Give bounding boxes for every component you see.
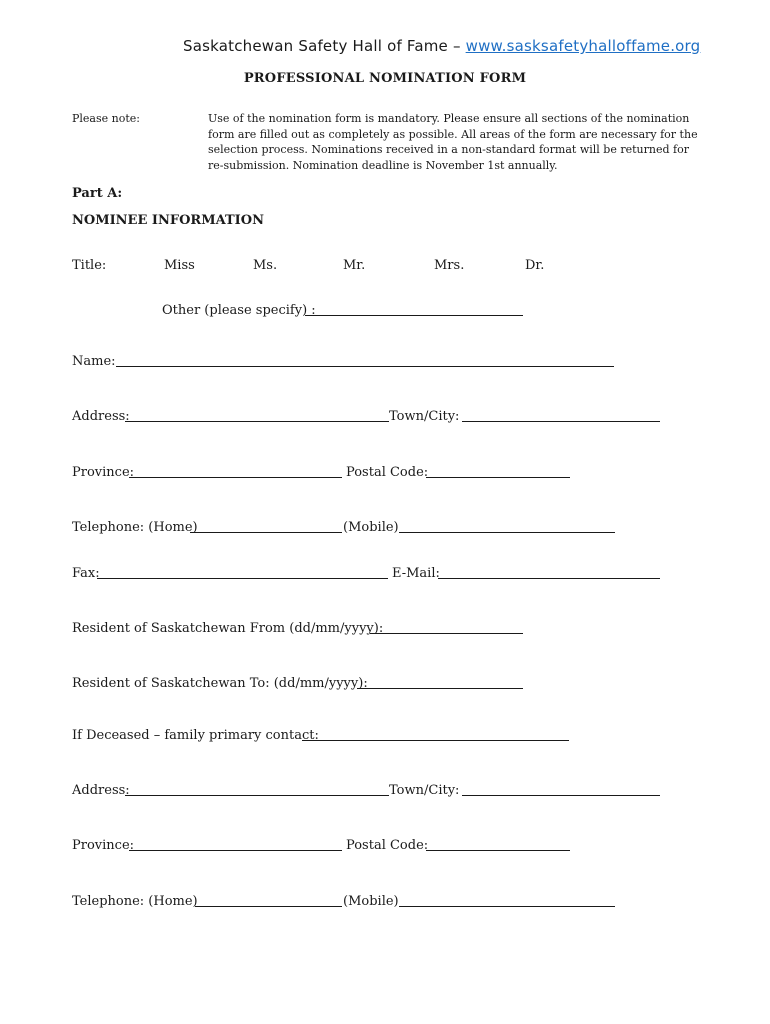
telephone-home-label: Telephone: (Home)	[72, 520, 198, 535]
province-label: Province:	[72, 465, 135, 480]
title-option-mr[interactable]: Mr.	[343, 258, 366, 273]
contact-address-label: Address:	[72, 783, 130, 798]
deceased-contact-label: If Deceased – family primary contact:	[72, 728, 319, 743]
town-city-input[interactable]	[462, 421, 660, 422]
section-heading: NOMINEE INFORMATION	[72, 213, 264, 228]
title-label: Title:	[72, 258, 107, 273]
fax-input[interactable]	[97, 578, 388, 579]
note-label: Please note:	[72, 112, 140, 125]
contact-town-city-input[interactable]	[462, 795, 660, 796]
contact-postal-code-input[interactable]	[426, 850, 570, 851]
fax-label: Fax:	[72, 566, 100, 581]
resident-from-input[interactable]	[370, 633, 523, 634]
postal-code-input[interactable]	[426, 477, 570, 478]
address-input[interactable]	[125, 421, 389, 422]
name-input[interactable]	[116, 366, 614, 367]
contact-telephone-home-input[interactable]	[195, 906, 342, 907]
email-input[interactable]	[438, 578, 660, 579]
resident-to-input[interactable]	[357, 688, 523, 689]
org-name: Saskatchewan Safety Hall of Fame –	[183, 37, 466, 55]
province-input[interactable]	[129, 477, 342, 478]
contact-address-input[interactable]	[125, 795, 389, 796]
website-link[interactable]: www.sasksafetyhalloffame.org	[465, 37, 701, 55]
page-header	[183, 37, 700, 55]
mobile-label: (Mobile)	[343, 520, 399, 535]
name-label: Name:	[72, 354, 116, 369]
form-title: PROFESSIONAL NOMINATION FORM	[243, 71, 527, 86]
town-city-label: Town/City:	[389, 409, 460, 424]
deceased-contact-input[interactable]	[302, 740, 569, 741]
title-option-miss[interactable]: Miss	[164, 258, 195, 273]
title-other-input[interactable]	[305, 315, 523, 316]
contact-province-input[interactable]	[129, 850, 342, 851]
title-option-ms[interactable]: Ms.	[253, 258, 278, 273]
contact-town-city-label: Town/City:	[389, 783, 460, 798]
contact-telephone-home-label: Telephone: (Home)	[72, 894, 198, 909]
title-option-mrs[interactable]: Mrs.	[434, 258, 465, 273]
postal-code-label: Postal Code:	[346, 465, 429, 480]
mobile-input[interactable]	[399, 532, 615, 533]
email-label: E-Mail:	[392, 566, 440, 581]
part-heading: Part A:	[72, 186, 123, 201]
resident-to-label: Resident of Saskatchewan To: (dd/mm/yyyy):	[72, 676, 368, 691]
contact-postal-code-label: Postal Code:	[346, 838, 429, 853]
telephone-home-input[interactable]	[190, 532, 342, 533]
title-other-label: Other (please specify) :	[162, 303, 316, 318]
resident-from-label: Resident of Saskatchewan From (dd/mm/yyyy):	[72, 621, 384, 636]
contact-province-label: Province:	[72, 838, 135, 853]
contact-mobile-label: (Mobile)	[343, 894, 399, 909]
title-option-dr[interactable]: Dr.	[525, 258, 545, 273]
address-label: Address:	[72, 409, 130, 424]
note-text: Use of the nomination form is mandatory. Please ensure all sections of the nomination form are filled out as completely as possible. All areas of the form are necessary for the selection process. Nominations received in a non-standard format will be returned for re-submission. Nomination deadline is November 1st annually.	[208, 112, 698, 172]
contact-mobile-input[interactable]	[399, 906, 615, 907]
